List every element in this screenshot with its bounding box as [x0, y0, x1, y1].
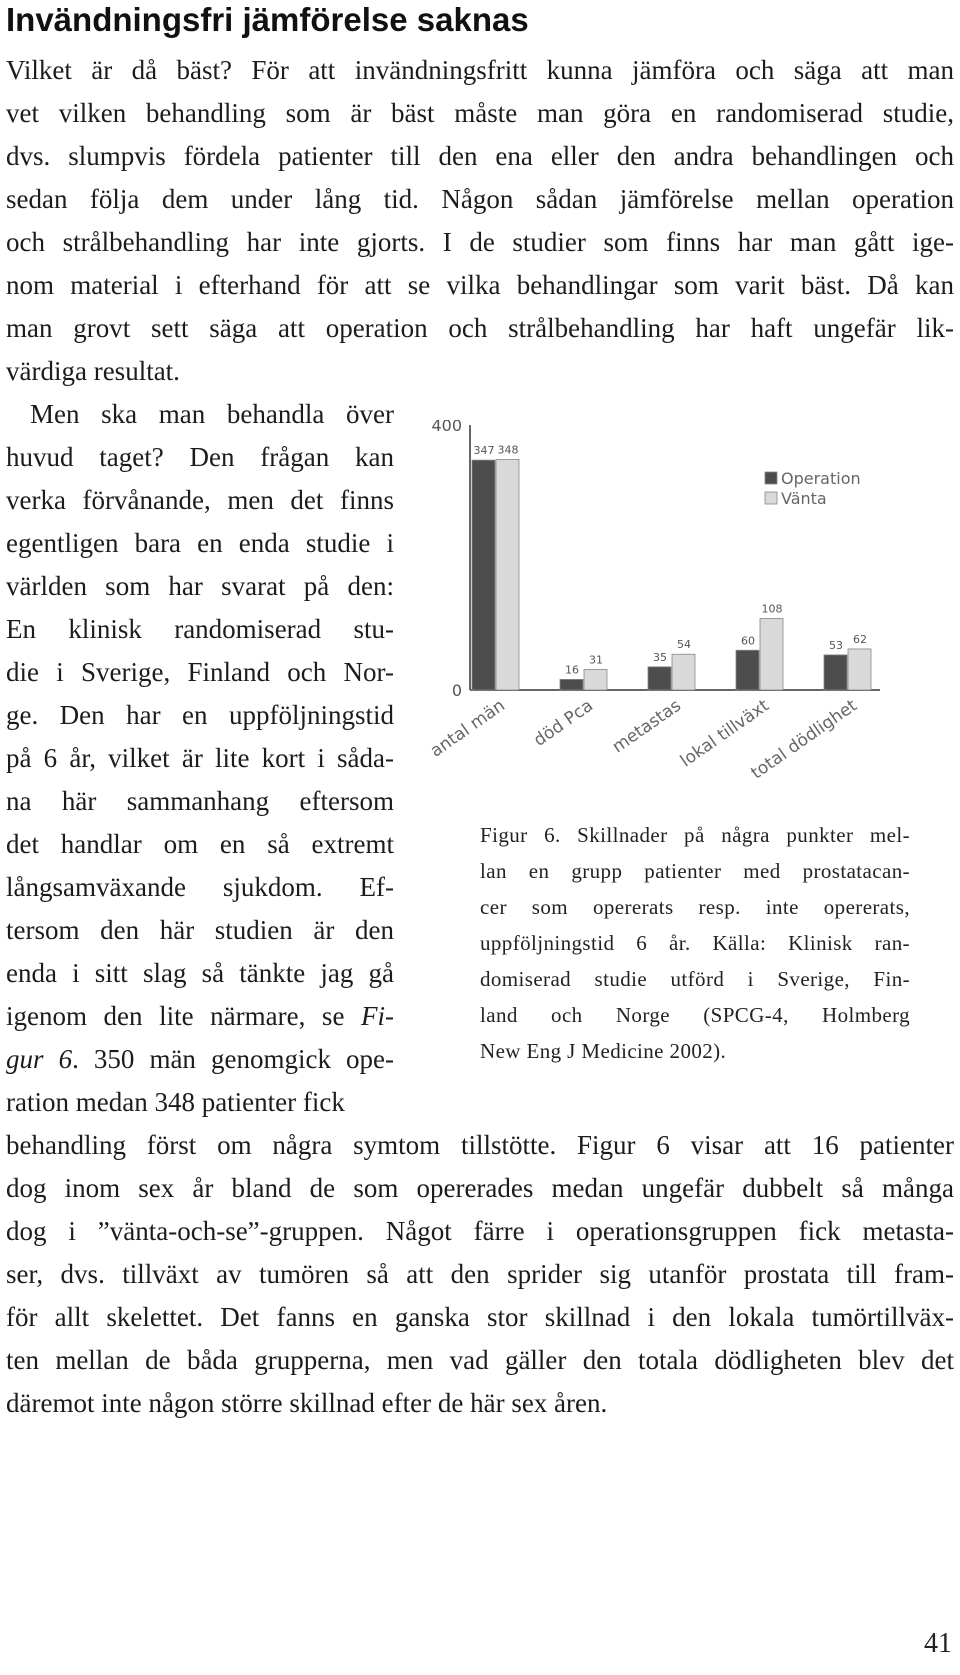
body-line: dog inom sex år bland de som opererades medan ungefär dubbelt så många — [6, 1173, 954, 1203]
bar-operation — [824, 655, 847, 690]
y-tick-label: 400 — [431, 420, 462, 435]
figure-caption-line: New Eng J Medicine 2002). — [480, 1039, 727, 1063]
body-line: världen som har svarat på den: — [6, 571, 394, 601]
body-line: för allt skelettet. Det fanns en ganska stor skillnad i den lokala tumörtillväx- — [6, 1302, 954, 1332]
body-line: på 6 år, vilket är lite kort i såda- — [6, 743, 394, 773]
body-line: däremot inte någon större skillnad efter de här sex åren. — [6, 1388, 608, 1418]
body-line: man grovt sett säga att operation och strålbehandling har haft ungefär lik- — [6, 313, 954, 343]
figure-caption-line: land och Norge (SPCG-4, Holmberg — [480, 1003, 910, 1027]
data-label: 54 — [677, 638, 691, 652]
x-tick-label: död Pca — [530, 695, 597, 751]
x-tick-label: metastas — [608, 695, 685, 758]
bar-vanta — [584, 669, 607, 690]
figure-caption-line: lan en grupp patienter med prostatacan- — [480, 859, 910, 883]
data-label: 31 — [589, 653, 603, 667]
data-label: 62 — [853, 632, 867, 646]
data-label: 53 — [829, 638, 843, 652]
body-line: enda i sitt slag så tänkte jag gå — [6, 958, 394, 988]
body-line: verka förvånande, men det finns — [6, 485, 394, 515]
body-line — [6, 1043, 394, 1075]
data-label: 60 — [741, 634, 755, 648]
legend-swatch — [765, 492, 777, 504]
bar-chart — [420, 420, 940, 860]
body-text: . 350 män genomgick ope- — [72, 1044, 394, 1074]
figure-reference[interactable]: gur 6 — [6, 1044, 73, 1074]
body-line: huvud taget? Den frågan kan — [6, 442, 394, 472]
x-tick-label: lokal tillväxt — [676, 695, 773, 772]
figure-caption-line: Figur 6. Skillnader på några punkter mel- — [480, 823, 910, 847]
body-line: ge. Den har en uppföljningstid — [6, 700, 394, 730]
body-line: ten mellan de båda grupperna, men vad gäller den totala dödligheten blev det — [6, 1345, 954, 1375]
body-line: och strålbehandling har inte gjorts. I de studier som finns har man gått ige- — [6, 227, 954, 257]
body-line: det handlar om en så extremt — [6, 829, 394, 859]
body-line: nom material i efterhand för att se vilka behandlingar som varit bäst. Då kan — [6, 270, 954, 300]
bar-operation — [472, 460, 495, 690]
body-line: sedan följa dem under lång tid. Någon sådan jämförelse mellan operation — [6, 184, 954, 214]
page-number: 41 — [924, 1628, 952, 1659]
body-line: ration medan 348 patienter fick — [6, 1087, 345, 1117]
bar-operation — [736, 650, 759, 690]
body-line: die i Sverige, Finland och Nor- — [6, 657, 394, 687]
body-line: värdiga resultat. — [6, 356, 180, 386]
body-line: vet vilken behandling som är bäst måste man göra en randomiserad studie, — [6, 98, 954, 128]
body-line: tersom den här studien är den — [6, 915, 394, 945]
section-heading: Invändningsfri jämförelse saknas — [6, 1, 529, 38]
figure-caption-line: uppföljningstid 6 år. Källa: Klinisk ran- — [480, 931, 910, 955]
body-line: behandling först om några symtom tillstötte. Figur 6 visar att 16 patienter — [6, 1130, 954, 1160]
chart-legend — [765, 469, 861, 508]
y-tick-label: 0 — [451, 681, 462, 700]
bar-operation — [648, 667, 671, 690]
body-line: dog i ”vänta-och-se”-gruppen. Något färre i operationsgruppen fick metasta- — [6, 1216, 954, 1246]
legend-label: Vänta — [781, 489, 827, 508]
bar-vanta — [672, 654, 695, 690]
figure-caption-line: domiserad studie utförd i Sverige, Fin- — [480, 967, 910, 991]
body-line: Men ska man behandla över — [30, 399, 394, 429]
legend-swatch — [765, 472, 777, 484]
bar-vanta — [760, 618, 783, 690]
legend-label: Operation — [781, 469, 861, 488]
figure-reference[interactable]: Fi- — [361, 1001, 395, 1031]
body-line: egentligen bara en enda studie i — [6, 528, 394, 558]
body-line: na här sammanhang eftersom — [6, 786, 394, 816]
data-label: 348 — [497, 443, 519, 457]
bar-vanta — [848, 649, 871, 690]
body-line: En klinisk randomiserad stu- — [6, 614, 394, 644]
figure-caption-line: cer som opererats resp. inte opererats, — [480, 895, 910, 919]
body-line: ser, dvs. tillväxt av tumören så att den sprider sig utanför prostata till fram- — [6, 1259, 954, 1289]
body-line — [6, 1000, 394, 1032]
data-label: 16 — [565, 663, 579, 677]
data-label: 108 — [761, 602, 783, 616]
body-line: långsamväxande sjukdom. Ef- — [6, 872, 394, 902]
bar-vanta — [496, 459, 519, 690]
data-label: 35 — [653, 650, 667, 664]
bar-operation — [560, 679, 583, 690]
body-text: igenom den lite närmare, se — [6, 1001, 345, 1031]
x-tick-label: antal män — [426, 695, 509, 762]
body-line: Vilket är då bäst? För att invändningsfritt kunna jämföra och säga att man — [6, 55, 954, 85]
body-line: dvs. slumpvis fördela patienter till den ena eller den andra behandlingen och — [6, 141, 954, 171]
x-tick-label: total dödlighet — [747, 695, 861, 784]
data-label: 347 — [473, 444, 495, 458]
